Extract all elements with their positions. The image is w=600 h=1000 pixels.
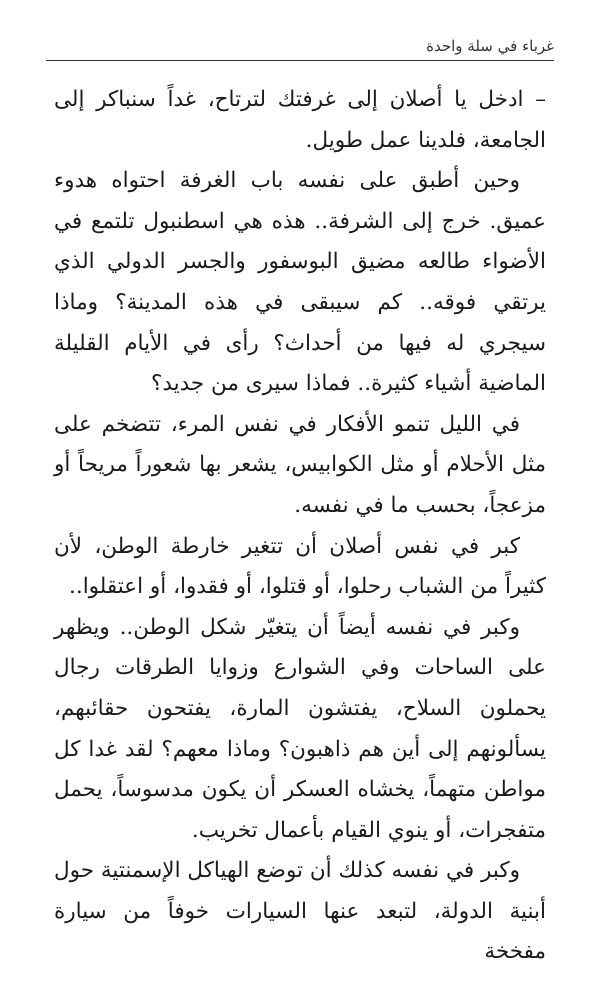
running-header [46,36,554,61]
running-title: غرباء في سلة واحدة [426,37,554,55]
paragraph: وكبر في نفسه كذلك أن توضع الهياكل الإسمنتية حول أبنية الدولة، لتبعد عنها السيارات خوفاً من سيارة مفخخة [54,858,546,965]
paragraph: كبر في نفس أصلان أن تتغير خارطة الوطن، لأن كثيراً من الشباب رحلوا، أو قتلوا، أو فقدوا، أو اعتقلوا.. [54,533,546,600]
paragraph: – ادخل يا أصلان إلى غرفتك لترتاح، غداً سنباكر إلى الجامعة، فلدينا عمل طويل. [54,87,546,153]
paragraph: في الليل تنمو الأفكار في نفس المرء، تتضخم على مثل الأحلام أو مثل الكوابيس، يشعر بها شعوراً مريحاً أو مزعجاً، بحسب ما في نفسه. [54,411,546,518]
paragraph: وكبر في نفسه أيضاً أن يتغيّر شكل الوطن.. ويظهر على الساحات وفي الشوارع وزوايا الطرقات رجال يحملون السلاح، يفتشون المارة، يفتحون حقائبهم، يسألونهم إلى أين هم ذاهبون؟ وماذا معهم؟ لقد غدا كل مواطن متهماً، يخشاه العسكر أن يكون مدسوساً، يحمل متفجرات، أو ينوي القيام بأعمال تخريب. [54,614,546,843]
body-text [54,80,546,973]
paragraph: وحين أطبق على نفسه باب الغرفة احتواه هدوء عميق. خرج إلى الشرفة.. هذه هي اسطنبول تلتمع في الأضواء طالعه مضيق البوسفور والجسر الدولي الذي يرتقي فوقه.. كم سيبقى في هذه المدينة؟ وماذا سيجري له فيها من أحداث؟ رأى في الأيام القليلة الماضية أشياء كثيرة.. فماذا سيرى من جديد؟ [54,168,546,397]
